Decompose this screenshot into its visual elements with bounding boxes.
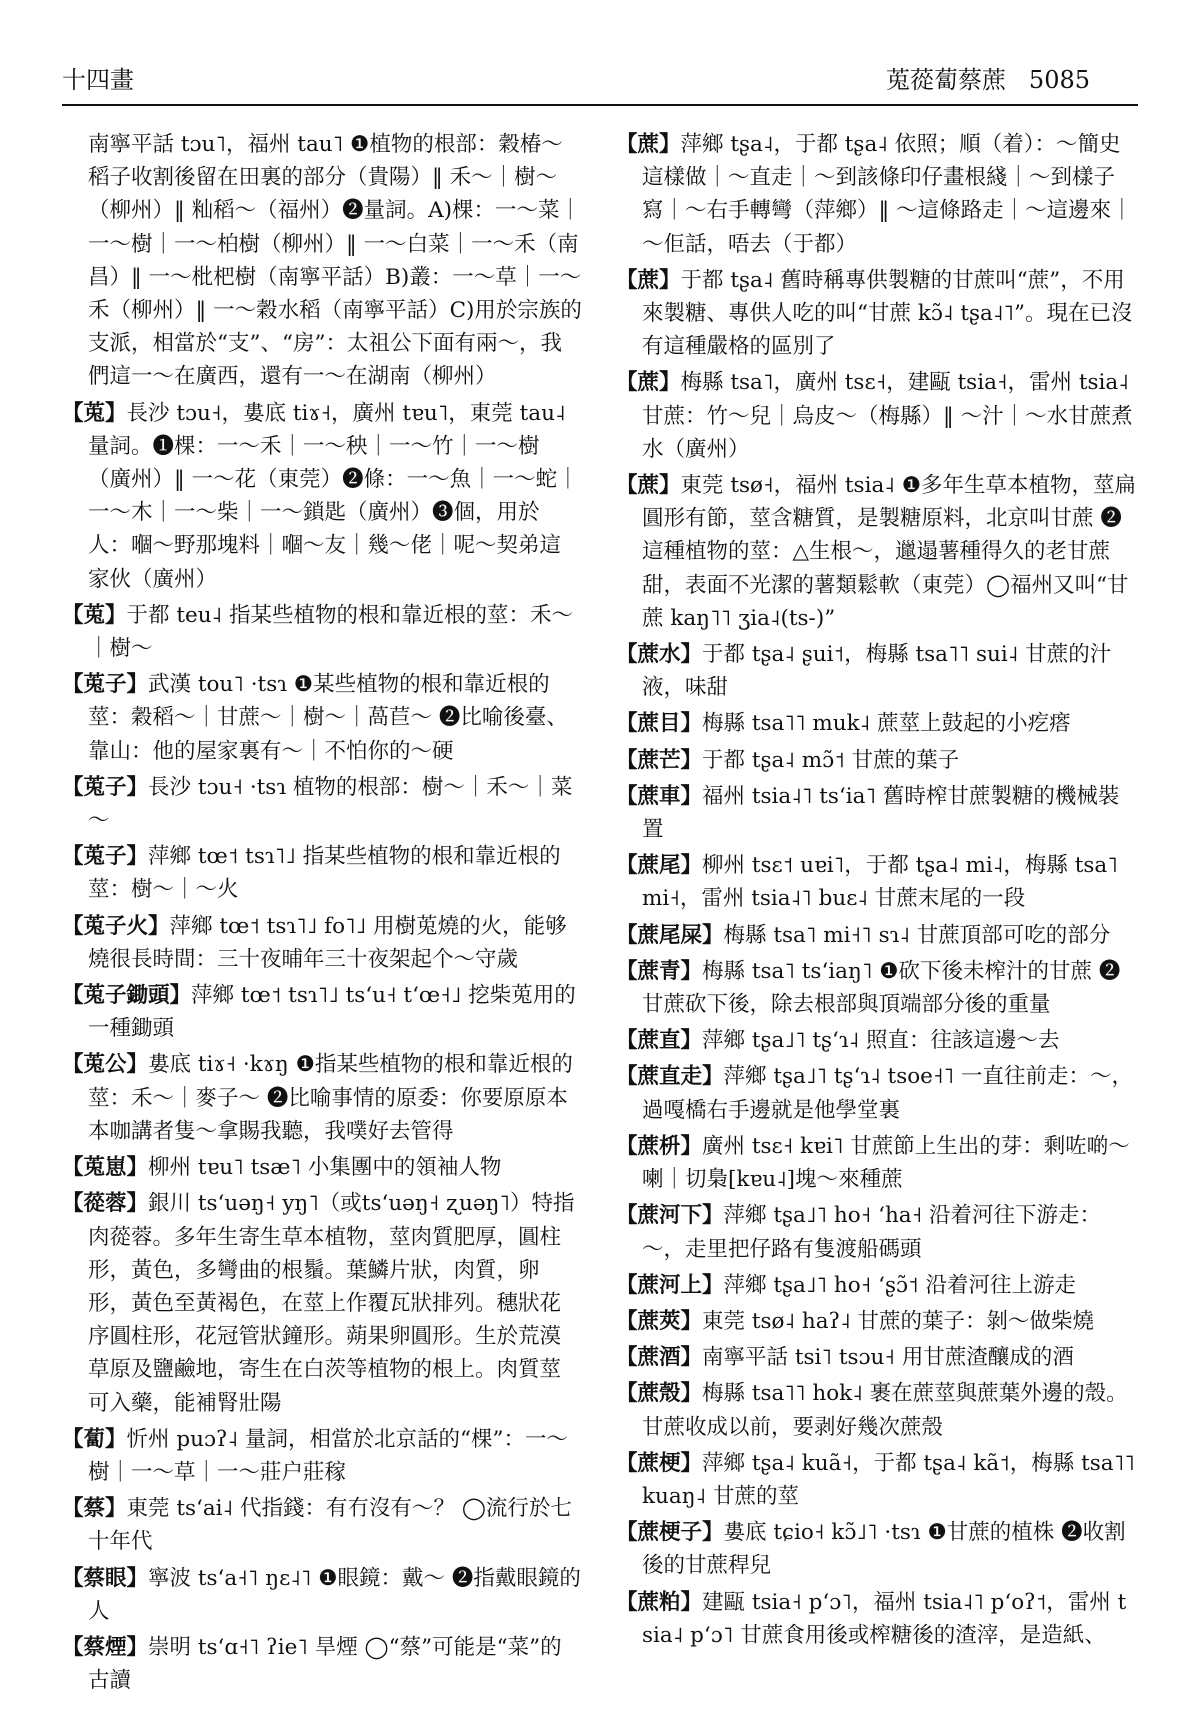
entry-headword: 【蔗梗】 <box>616 1450 703 1476</box>
dictionary-entry <box>62 1423 582 1489</box>
entry-headword: 【蔗車】 <box>616 783 703 809</box>
entry-definition: 長沙 tɔu˧，婁底 tiɤ˧，廣州 tɐu˥，東莞 tau˨ 量詞。❶棵：一～禾｜一～秧｜一～竹｜一～樹（廣州）‖ 一～花（東莞）❷條：一～魚｜一～蛇｜一～木｜一～柴｜一～鎖匙（廣州）❸個，用於人：嗰～野那塊料｜嗰～友｜幾～佬｜呢～契弟這家伙（廣州） <box>88 400 579 592</box>
entry-headword: 【蔗枡】 <box>616 1133 703 1159</box>
entry-definition: 南寧平話 tsi˥ tsɔu˧ 用甘蔗渣釀成的酒 <box>702 1345 1074 1371</box>
entry-headword: 【蔗】 <box>616 267 681 293</box>
entry-definition: 銀川 tsʻuəŋ˧ yŋ˥（或tsʻuəŋ˧ ʐuəŋ˥）特指肉蓯蓉。多年生寄生草本植物，莖肉質肥厚，圓柱形，黃色，多彎曲的根鬚。葉鱗片狀，肉質，卵形，黃色至黃褐色，在莖上作覆瓦狀排列。穗狀花序圓柱形，花冠管狀鐘形。蒴果卵圓形。生於荒漠草原及鹽鹼地，寄生在白茨等植物的根上。肉質莖可入藥，能補腎壯陽 <box>88 1191 575 1416</box>
entry-headword: 【蔡眼】 <box>62 1565 149 1591</box>
entry-definition: 萍鄉 tʂa˨ kuã˧，于都 tʂa˨ kã˦，梅縣 tsa˥˥ kuaŋ˨ 甘蔗的莖 <box>642 1450 1135 1509</box>
dictionary-entry <box>62 771 582 837</box>
dictionary-entry <box>62 979 582 1045</box>
entry-definition: 梅縣 tsa˥，廣州 tsɛ˧，建甌 tsia˧，雷州 tsia˨ 甘蔗：竹～兒｜烏皮～（梅縣）‖ ～汁｜～水甘蔗煮水（廣州） <box>642 370 1133 462</box>
entry-definition: 南寧平話 tɔu˥，福州 tau˥ ❶植物的根部：穀椿～稻子收割後留在田裏的部分（貴陽）‖ 禾～｜樹～（柳州）‖ 籼稻～（福州）❷量詞。A)棵：一～菜｜一～樹｜一～柏樹（柳州）‖ 一～白菜｜一～禾（南昌）‖ 一～枇杷樹（南寧平話）B)叢：一～草｜一～禾（柳州）‖ 一～穀水稻（南寧平話）C)用於宗族的支派，相當於“支”、“房”：太祖公下面有兩～，我們這一～在廣西，還有一～在湖南（柳州） <box>88 132 582 390</box>
dictionary-entry <box>62 1492 582 1558</box>
dictionary-entry <box>616 128 1136 261</box>
header-chars: 莵蓯蔔蔡蔗 <box>886 66 1007 94</box>
dictionary-entry <box>616 264 1136 364</box>
entry-definition: 萍鄉 tʂa˩˥ tʂʻɿ˨ tsoe˧˥ 一直往前走：～，過嘎橋右手邊就是他學堂裏 <box>642 1064 1133 1123</box>
entry-headword: 【蔗梗子】 <box>616 1520 724 1546</box>
page-number: 5085 <box>1028 66 1090 94</box>
entry-headword: 【蔗】 <box>616 370 681 396</box>
running-header-title <box>886 60 1090 95</box>
entry-definition: 萍鄉 tœ˦ tsɿ˥˩ tsʻu˧ tʻœ˧˩ 挖柴莵用的一種鋤頭 <box>88 983 576 1042</box>
entry-definition: 廣州 tsɛ˧ kɐi˥ 甘蔗節上生出的芽：剩咗啲～喇｜切梟[kɐu˨]塊～來種蔗 <box>642 1133 1130 1193</box>
entry-definition: 婁底 tɕio˧ kɔ̃˩˥ ·tsɿ ❶甘蔗的植株 ❷收割後的甘蔗稈兒 <box>642 1520 1126 1579</box>
entry-definition: 萍鄉 tœ˦ tsɿ˥˩ fo˥˩ 用樹莵燒的火，能够燒很長時間：三十夜晡年三十夜架起个～守歲 <box>88 913 567 972</box>
entry-definition: 長沙 tɔu˧ ·tsɿ 植物的根部：樹～｜禾～｜菜～ <box>88 774 573 834</box>
dictionary-entry <box>616 638 1136 704</box>
entry-headword: 【蔗河下】 <box>616 1203 724 1229</box>
entry-definition: 于都 tʂa˨ ʂui˦，梅縣 tsa˥˥ sui˨ 甘蔗的汁液，味甜 <box>642 642 1112 701</box>
entry-definition: 婁底 tiɤ˧ ·kɤŋ ❶指某些植物的根和靠近根的莖：禾～｜麥子～ ❷比喻事情的原委：你要原原本本咖講者隻～拿賜我聽，我噗好去管得 <box>88 1052 573 1144</box>
entry-headword: 【蔔】 <box>62 1426 127 1452</box>
entry-headword: 【蔗目】 <box>616 711 703 737</box>
running-header-section: 十四畫 <box>62 66 134 94</box>
entry-definition: 萍鄉 tʂa˨，于都 tʂa˨ 依照；順（着）：～簡史這樣做｜～直走｜～到該條印仔畫根綫｜～到樣子寫｜～右手轉彎（萍鄉）‖ ～這條路走｜～這邊來｜～佢話，唔去（于都） <box>642 132 1133 257</box>
dictionary-entry <box>62 1151 582 1184</box>
dictionary-entry <box>616 1130 1136 1196</box>
entry-headword: 【蔗尾】 <box>616 853 703 879</box>
dictionary-entry <box>616 1024 1136 1057</box>
entry-definition: 崇明 tsʻɑ˧˥ ʔie˥ 旱煙 ◯“蔡”可能是“菜”的古讀 <box>88 1634 562 1694</box>
entry-definition: 于都 teu˨ 指某些植物的根和靠近根的莖：禾～｜樹～ <box>88 602 573 662</box>
dictionary-entry <box>616 1341 1136 1374</box>
entry-headword: 【莵】 <box>62 602 127 628</box>
entry-definition: 柳州 tɐu˥ tsæ˥ 小集團中的領袖人物 <box>148 1155 502 1181</box>
entry-headword: 【蔗莢】 <box>616 1308 703 1334</box>
entry-definition: 萍鄉 tʂa˩˥ tʂʻɿ˨ 照直：往該這邊～去 <box>702 1028 1060 1054</box>
entry-headword: 【蔗芒】 <box>616 747 703 773</box>
dictionary-entry <box>616 1199 1136 1265</box>
entry-definition: 萍鄉 tœ˦ tsɿ˥˩ 指某些植物的根和靠近根的莖：樹～｜～火 <box>88 844 561 903</box>
entry-definition: 建甌 tsia˧ pʻɔ˥，福州 tsia˨˥ pʻoʔ˦，雷州 tsia˨ pʻɔ˥ 甘蔗食用後或榨糖後的渣滓，是造紙、 <box>642 1589 1127 1648</box>
entry-headword: 【蔗水】 <box>616 642 703 668</box>
left-column <box>62 128 582 1700</box>
header-rule <box>62 104 1138 106</box>
entry-headword: 【莵】 <box>62 400 127 426</box>
dictionary-entry <box>616 780 1136 846</box>
entry-definition: 萍鄉 tʂa˩˥ ho˧ ʻha˧ 沿着河往下游走：～，走里把仔路有隻渡船碼頭 <box>642 1203 1102 1262</box>
dictionary-entry <box>616 707 1136 740</box>
entry-headword: 【莵子火】 <box>62 913 170 939</box>
entry-headword: 【蔗】 <box>616 132 681 157</box>
entry-headword: 【莵公】 <box>62 1052 149 1078</box>
dictionary-entry <box>616 1269 1136 1302</box>
entry-headword: 【蔗酒】 <box>616 1345 703 1371</box>
entry-headword: 【蔗直】 <box>616 1028 703 1054</box>
dictionary-entry <box>616 469 1136 635</box>
entry-definition: 福州 tsia˨˥ tsʻia˥ 舊時榨甘蔗製糖的機械裝置 <box>642 783 1120 843</box>
entry-definition: 寧波 tsʻa˧˥ ŋɛ˨˥ ❶眼鏡：戴～ ❷指戴眼鏡的人 <box>88 1565 581 1624</box>
dictionary-entry <box>62 840 582 906</box>
dictionary-entry <box>616 849 1136 915</box>
entry-headword: 【蔗粕】 <box>616 1589 703 1615</box>
dictionary-entry <box>62 599 582 665</box>
dictionary-entry <box>62 910 582 976</box>
entry-definition: 于都 tʂa˨ 舊時稱專供製糖的甘蔗叫“蔗”，不用來製糖、專供人吃的叫“甘蔗 kɔ̃˨ tʂa˨˥”。現在已沒有這種嚴格的區別了 <box>642 267 1133 360</box>
entry-definition: 萍鄉 tʂa˩˥ ho˧ ʻʂɔ̃˦ 沿着河往上游走 <box>723 1272 1076 1298</box>
entry-headword: 【莵子】 <box>62 672 149 698</box>
dictionary-entry <box>616 366 1136 466</box>
entry-definition: 忻州 puɔʔ˨ 量詞，相當於北京話的“棵”：一～樹｜一～草｜一～莊户莊稼 <box>88 1426 568 1485</box>
entry-headword: 【莵子】 <box>62 844 149 870</box>
dictionary-entry <box>616 744 1136 777</box>
dictionary-entry <box>616 955 1136 1021</box>
dictionary-entry <box>62 1562 582 1628</box>
entry-headword: 【莵崽】 <box>62 1155 149 1181</box>
dictionary-entry <box>62 1187 582 1419</box>
dictionary-entry <box>62 128 582 394</box>
entry-headword: 【蔗青】 <box>616 958 703 984</box>
dictionary-entry <box>616 1060 1136 1126</box>
dictionary-entry <box>616 1377 1136 1443</box>
entry-headword: 【蓯蓉】 <box>62 1191 149 1217</box>
dictionary-entry <box>616 919 1136 952</box>
entry-definition: 武漢 tou˥ ·tsɿ ❶某些植物的根和靠近根的莖：穀稻～｜甘蔗～｜樹～｜萵苣～ ❷比喻後臺、靠山：他的屋家裏有～｜不怕你的～硬 <box>88 672 568 764</box>
right-column <box>616 128 1136 1655</box>
dictionary-entry <box>616 1305 1136 1338</box>
entry-definition: 梅縣 tsa˥˥ muk˨ 蔗莖上鼓起的小疙瘩 <box>702 711 1071 737</box>
entry-headword: 【蔗河上】 <box>616 1272 724 1298</box>
entry-headword: 【蔗殼】 <box>616 1381 703 1407</box>
entry-definition: 于都 tʂa˨ mɔ̃˦ 甘蔗的葉子 <box>702 747 960 773</box>
entry-definition: 柳州 tsɛ˦ uɐi˥，于都 tʂa˨ mi˨，梅縣 tsa˥ mi˧，雷州 tsia˨˥ buɛ˨ 甘蔗末尾的一段 <box>642 853 1118 912</box>
entry-definition: 梅縣 tsa˥ mi˧˥ sɿ˨ 甘蔗頂部可吃的部分 <box>723 922 1111 948</box>
dictionary-entry <box>62 668 582 768</box>
entry-headword: 【蔡】 <box>62 1496 127 1522</box>
dictionary-entry <box>62 397 582 596</box>
dictionary-entry <box>616 1586 1136 1652</box>
entry-definition: 梅縣 tsa˥˥ hok˨ 裹在蔗莖與蔗葉外邊的殼。甘蔗收成以前，要剥好幾次蔗殼 <box>642 1381 1128 1440</box>
entry-definition: 梅縣 tsa˥ tsʻiaŋ˥ ❶砍下後未榨汁的甘蔗 ❷甘蔗砍下後，除去根部與頂端部分後的重量 <box>642 958 1121 1018</box>
entry-headword: 【蔗直走】 <box>616 1064 724 1090</box>
dictionary-entry <box>616 1516 1136 1582</box>
dictionary-entry <box>62 1631 582 1697</box>
entry-definition: 東莞 tsʻai˨ 代指錢：有冇沒有～？ ◯流行於七十年代 <box>88 1496 572 1555</box>
entry-definition: 東莞 tsø˨ haʔ˨ 甘蔗的葉子：剝～做柴燒 <box>702 1308 1095 1334</box>
entry-headword: 【莵子】 <box>62 774 149 800</box>
entry-headword: 【蔡煙】 <box>62 1634 149 1660</box>
entry-headword: 【蔗】 <box>616 473 681 499</box>
dictionary-entry <box>616 1447 1136 1513</box>
entry-headword: 【莵子鋤頭】 <box>62 983 192 1009</box>
entry-headword: 【蔗尾屎】 <box>616 922 724 948</box>
entry-definition: 東莞 tsø˧，福州 tsia˨ ❶多年生草本植物，莖扁圓形有節，莖含糖質，是製糖原料，北京叫甘蔗 ❷這種植物的莖：△生根～，邋遢薯種得久的老甘蔗甜，表面不光潔的薯類鬆軟（東莞）◯福州又叫“甘蔗 kaŋ˥˥ ʒia˨(ts-)” <box>642 473 1136 631</box>
dictionary-entry <box>62 1048 582 1148</box>
